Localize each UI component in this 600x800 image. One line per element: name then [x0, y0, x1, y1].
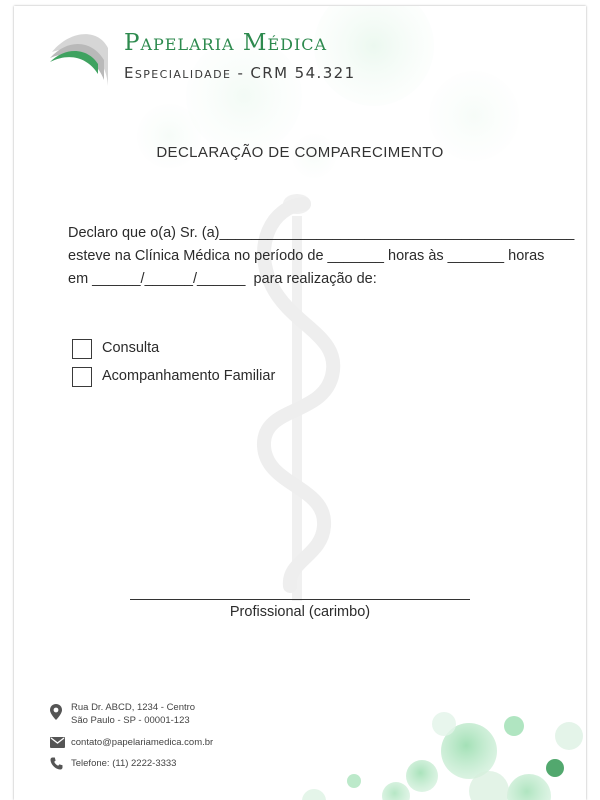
phone-icon: [50, 757, 63, 770]
address-line-2: São Paulo - SP - 00001-123: [71, 715, 190, 726]
email-text[interactable]: contato@papelariamedica.com.br: [71, 737, 214, 748]
signature-line: [130, 599, 470, 600]
consulta-checkbox[interactable]: [72, 339, 92, 359]
option-label: Acompanhamento Familiar: [102, 368, 276, 384]
document-title: DECLARAÇÃO DE COMPARECIMENTO: [156, 144, 444, 161]
option-label: Consulta: [102, 340, 160, 356]
address-line-1: Rua Dr. ABCD, 1234 - Centro: [71, 702, 196, 713]
declaration-line: em ______/______/______ para realização de:: [68, 271, 377, 287]
acompanhamento-checkbox[interactable]: [72, 367, 92, 387]
brand-name: Papelaria Médica: [124, 30, 328, 56]
location-pin-icon: [50, 704, 62, 720]
logo-mark-icon: [48, 28, 112, 88]
signature-label: Profissional (carimbo): [229, 604, 371, 620]
declaration-text: [68, 222, 575, 291]
brand-subtitle: Especialidade - CRM 54.321: [124, 64, 356, 82]
document-page: [14, 6, 586, 800]
envelope-icon: [50, 737, 65, 748]
phone-text[interactable]: Telefone: (11) 2222-3333: [71, 758, 177, 769]
declaration-line: esteve na Clínica Médica no período de _______ horas às _______ horas: [68, 248, 545, 264]
declaration-line: Declaro que o(a) Sr. (a)____________________________________________: [68, 225, 575, 241]
